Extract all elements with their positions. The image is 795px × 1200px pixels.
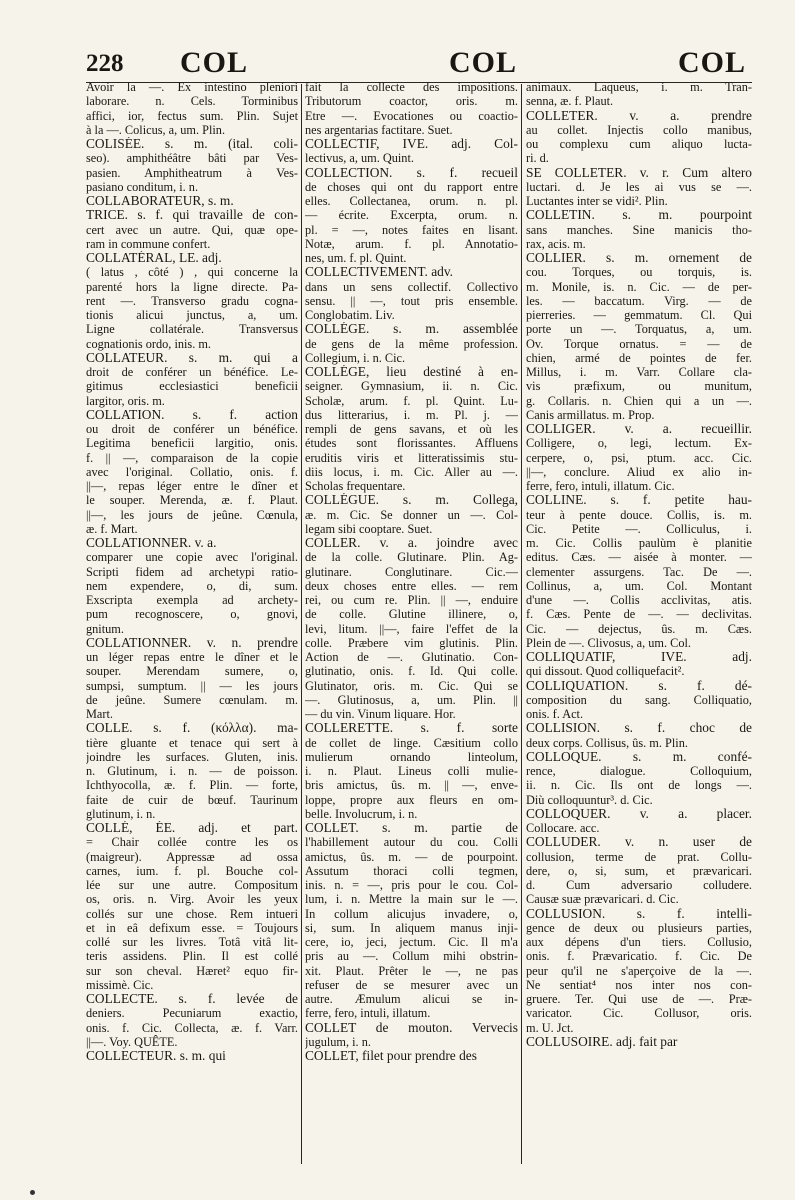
text-line: droit de conférer un bénéfice. Le- (86, 365, 298, 379)
text-line: Millus, i. m. Varr. Collare cla- (526, 365, 752, 379)
text-line: ||—, repas léger entre le dîner et (86, 479, 298, 493)
text-line: Tributorum coactor, oris. m. (305, 94, 518, 109)
text-line: m. U. Jct. (526, 1020, 574, 1035)
text-line: COLLÉGE. s. m. assemblée (305, 322, 518, 337)
text-line: COLLE. s. f. (κόλλα). ma- (86, 721, 298, 736)
text-line: ou droit de conférer un bénéfice. (86, 422, 298, 436)
text-line: diis locus, i. m. Cic. Aller au —. (305, 464, 518, 479)
column-left (86, 80, 298, 1170)
text-line: COLLÉGUE. s. m. Collega, (305, 493, 518, 508)
text-line: m. Monile, is. n. Cic. — de per- (526, 279, 752, 294)
text-line: refuser de se mesurer avec un (305, 977, 518, 992)
text-line: pum recognoscere, o, gnovi, (86, 607, 298, 622)
text-line: pasien. Amphitheatrum à Ves- (86, 165, 298, 180)
text-line: inis. n. = —, pris pour le cou. Col- (305, 878, 518, 892)
text-line: —. Glutinosus, a, um. Plin. || (305, 692, 518, 707)
text-line: Cic. Petite —. Colliculus, i. (526, 521, 752, 536)
text-line: rent —. Transverso gradu cogna- (86, 293, 298, 308)
text-line: affici, ior, fectus sum. Plin. Sujet (86, 108, 298, 123)
text-line: missimè. Cic. (86, 977, 154, 992)
text-line: collés sur une chose. Rem intueri (86, 906, 298, 921)
text-line: nes argentarias factitare. Suet. (305, 122, 453, 137)
text-line: ri. d. (526, 151, 549, 166)
text-line: COLLETIN. s. m. pourpoint (526, 208, 752, 223)
text-line: COLLERETTE. s. f. sorte (305, 721, 518, 736)
text-line: ferre, fero, intuli, illatum. (305, 1006, 431, 1021)
text-line: Collocare. acc. (526, 821, 600, 835)
text-line: = Chair collée contre les os (86, 835, 298, 850)
text-line: COLLECTION. s. f. recueil (305, 165, 518, 180)
text-line: tière gluante et tenace qui sert à (86, 735, 298, 750)
text-line: de jeûne. Sumere cœnulam. m. (86, 692, 298, 707)
text-line: Glutinator, oris. m. Cic. Qui se (305, 678, 518, 693)
text-line: ferre, fero, intuli, illatum. Cic. (526, 479, 675, 493)
text-line: COLLIER. s. m. ornement de (526, 251, 752, 265)
text-line: l'habillement autour du cou. Colli (305, 835, 518, 850)
text-line: COLLUSOIRE. adj. fait par (526, 1034, 678, 1049)
text-line: Exscripta exempla ad archety- (86, 593, 298, 607)
text-line: COLLIQUATIF, IVE. adj. (526, 650, 752, 664)
text-line: faite de cuir de bœuf. Taurinum (86, 792, 298, 807)
text-line: chien, armé de pointes de fer. (526, 350, 752, 365)
text-line: COLLIQUATION. s. f. dé- (526, 678, 752, 693)
text-line: études sont florissantes. Affluens (305, 436, 518, 451)
text-line: Legitima beneficii largitio, onis. (86, 436, 298, 451)
text-line: si, sum. In aliquem manus inji- (305, 920, 518, 935)
text-line: Assutum thoraci colli tegmen, (305, 863, 518, 878)
text-line: COLLUSION. s. f. intelli- (526, 906, 752, 921)
text-line: d'une —. Collis acclivitas, atis. (526, 593, 752, 607)
text-line: COLLIGER. v. a. recueillir. (526, 422, 752, 436)
text-line: — écrite. Excerpta, orum. n. (305, 208, 518, 223)
text-line: COLLECTIF, IVE. adj. Col- (305, 137, 518, 151)
text-line: composition du sang. Colliquatio, (526, 692, 752, 707)
text-line: de choses qui ont du rapport entre (305, 179, 518, 194)
text-line: ||—. Voy. QUÊTE. (86, 1034, 178, 1049)
text-line: porte un —. Torquatus, a, um. (526, 322, 752, 337)
text-line: collé sur les livres. Totâ vitâ lit- (86, 935, 298, 949)
text-line: pierreries. — gemmatum. Cl. Qui (526, 308, 752, 322)
text-line: COLLETER. v. a. prendre (526, 108, 752, 123)
text-line: gnitum. (86, 621, 124, 636)
guide-word-right: COL (678, 46, 747, 79)
text-line: sur son cheval. Hæret² equo fir- (86, 963, 298, 978)
text-line: de colle. Glutine illinere, o, (305, 607, 518, 622)
text-line: cert avec un autre. Qui, quæ ope- (86, 222, 298, 237)
guide-word-center: COL (449, 46, 518, 79)
text-line: peur qu'il ne s'aperçoive de la —. (526, 963, 752, 978)
text-line: pl. = —, notes faites en lisant. (305, 222, 518, 237)
text-line: Conglobatim. Liv. (305, 308, 395, 322)
text-line: eruditis viris et litteratissimis stu- (305, 450, 518, 465)
text-line: COLLÉ, ÉE. adj. et part. (86, 821, 298, 835)
text-line: Cic. — dejectus, ûs. m. Cæs. (526, 621, 752, 636)
text-line: varicator. Cic. Collusor, oris. (526, 1006, 752, 1021)
column-right (526, 80, 752, 1170)
text-line: cognationis ordo, inis. m. (86, 336, 212, 351)
text-line: vis præfixum, ou munitum, (526, 379, 752, 394)
text-line: Ov. Torque ornatus. = — de (526, 336, 752, 351)
text-line: à la —. Colicus, a, um. Plin. (86, 122, 226, 137)
text-line: Diù colloquuntur³. d. Cic. (526, 792, 653, 807)
text-line: aux dépens d'un tiers. Collusio, (526, 935, 752, 949)
text-line: de collet de linge. Cæsitium collo (305, 735, 518, 750)
text-line: Avoir la —. Ex intestino pleniori (86, 80, 298, 94)
text-line: COLISÉE. s. m. (ital. coli- (86, 137, 298, 151)
text-line: COLLATÉRAL, LE. adj. (86, 251, 222, 265)
text-line: COLLER. v. a. joindre avec (305, 536, 518, 550)
text-line: rax, acis. m. (526, 236, 586, 251)
text-line: onis. f. Cic. Collecta, æ. f. Varr. (86, 1020, 298, 1035)
text-line: æ. m. Cic. Se donner un —. Col- (305, 507, 518, 522)
text-line: mulierum ornando linteolum, (305, 749, 518, 764)
text-line: tionis alicui junctus, a, um. (86, 308, 298, 322)
text-line: COLLET de mouton. Vervecis (305, 1020, 518, 1035)
text-line: f. || —, comparaison de la copie (86, 450, 298, 465)
text-line: ii. n. Cic. Ils ont de longs —. (526, 778, 752, 793)
text-line: Causæ suæ prævaricari. d. Cic. (526, 892, 679, 907)
text-line: au collet. Injectis collo manibus, (526, 122, 752, 137)
text-line: pasiano conditum, i. n. (86, 179, 199, 194)
text-line: COLLÉGE, lieu destiné à en- (305, 365, 518, 379)
text-line: ||—, conclure. Aliud ex alio in- (526, 464, 752, 479)
text-line: Canis armillatus. m. Prop. (526, 407, 655, 422)
text-line: Ne sentiat⁴ nos inter nos con- (526, 977, 752, 992)
text-line: dere, o, si, sum, et prævaricari. (526, 863, 752, 878)
text-line: æ. f. Mart. (86, 521, 138, 536)
text-line: souper. Merendam sumere, o, (86, 664, 298, 679)
text-line: Ligne collatérale. Transversus (86, 322, 298, 337)
text-line: Mart. (86, 707, 113, 721)
text-line: COLLECTIVEMENT. adv. (305, 265, 454, 280)
text-line: glutinare. Conglutinare. Cic.— (305, 564, 518, 579)
column-divider-left (301, 84, 302, 1164)
column-middle (305, 80, 518, 1170)
text-line: Luctantes inter se vidi². Plin. (526, 194, 668, 208)
text-line: os, oris. n. Virg. Avoir les yeux (86, 892, 298, 907)
text-line: nes, um. f. pl. Quint. (305, 251, 407, 265)
text-line: ou complexu cum aliquo lucta- (526, 137, 752, 151)
page-header (86, 46, 751, 84)
text-line: gence de deux ou plusieurs parties, (526, 920, 752, 935)
text-line: sans manches. Sine manicis tho- (526, 222, 752, 237)
text-line: qui dissout. Quod colliquefacit². (526, 664, 685, 679)
text-line: g. Collaris. n. Chien qui a un —. (526, 393, 752, 408)
text-line: onis. f. Prævaricatio. f. Cic. De (526, 949, 752, 964)
text-line: COLLATIONNER. v. n. prendre (86, 635, 298, 650)
text-line: sumpsi, sumptum. || — les jours (86, 678, 298, 693)
text-line: glutinatio, onis. f. Id. Qui colle. (305, 664, 518, 679)
text-line: Action de —. Glutinatio. Con- (305, 650, 518, 664)
ink-speck (30, 1190, 35, 1195)
text-line: m. Cic. Collis paulùm è planitie (526, 536, 752, 550)
page-number: 228 (86, 50, 124, 77)
text-line: joindre les surfaces. Gluten, inis. (86, 749, 298, 764)
text-line: COLLATIONNER. v. a. (86, 536, 217, 550)
text-line: rence, dialogue. Colloquium, (526, 764, 752, 778)
text-line: colle. Præbere vim glutinis. Plin. (305, 635, 518, 650)
text-line: largitor, oris. m. (86, 393, 165, 408)
text-line: cerpere, o, psi, ptum. acc. Cic. (526, 450, 752, 465)
text-line: SE COLLETER. v. r. Cum altero (526, 165, 752, 180)
text-line: lum, i. n. Mettre la main sur le —. (305, 892, 518, 907)
text-line: carnes, ium. f. pl. Bouche col- (86, 863, 298, 878)
text-line: autre. Æmulum alicui se in- (305, 992, 518, 1006)
text-line: luctari. d. Je les ai vus se —. (526, 179, 752, 194)
text-line: deux corps. Collisus, ûs. m. Plin. (526, 735, 688, 750)
text-line: COLLISION. s. f. choc de (526, 721, 752, 736)
text-line: COLLABORATEUR, s. m. (86, 194, 234, 208)
text-line: dus litterarius, i. m. Pl. j. — (305, 407, 518, 422)
text-line: deux choses entre elles. — rem (305, 578, 518, 593)
text-line: bris amictus, ûs. m. || —, enve- (305, 778, 518, 793)
text-line: Plein de —. Clivosus, a, um. Col. (526, 635, 691, 650)
text-line: COLLOQUE. s. m. confé- (526, 749, 752, 764)
text-line: ||—, les jours de jeûne. Cœnula, (86, 507, 298, 522)
text-line: fait la collecte des impositions. (305, 80, 518, 94)
text-line: amictus, ûs. m. — de pourpoint. (305, 849, 518, 864)
text-line: COLLECTE. s. f. levée de (86, 992, 298, 1006)
text-line: gitimus ecclesiastici beneficii (86, 379, 298, 394)
text-line: Collinus, a, um. Col. Montant (526, 578, 752, 593)
text-line: COLLET. s. m. partie de (305, 821, 518, 835)
text-line: onis. f. Act. (526, 707, 584, 721)
text-line: un léger repas entre le dîner et le (86, 650, 298, 664)
text-line: d. Cum adversario colludere. (526, 878, 752, 892)
text-line: clementer assurgens. Tac. De —. (526, 564, 752, 579)
text-line: sensu. || —, tout pris ensemble. (305, 293, 518, 308)
text-line: COLLET, filet pour prendre des (305, 1049, 477, 1063)
text-line: seigner. Gymnasium, ii. n. Cic. (305, 379, 518, 394)
text-line: lée sur une autre. Compositum (86, 878, 298, 892)
text-line: comparer une copie avec l'original. (86, 550, 298, 565)
text-line: rempli de gens savans, et où les (305, 422, 518, 436)
text-line: Scripti fidem ad archetypi ratio- (86, 564, 298, 579)
text-line: elles. Collectanea, orum. n. pl. (305, 194, 518, 208)
text-line: Notæ, arum. f. pl. Annotatio- (305, 236, 518, 251)
text-line: senna, æ. f. Plaut. (526, 94, 614, 109)
text-line: pris au —. Collum mihi obstrin- (305, 949, 518, 964)
text-line: lectivus, a, um. Quint. (305, 151, 414, 166)
text-line: seo). amphithéâtre bâti par Ves- (86, 151, 298, 166)
text-line: COLLATION. s. f. action (86, 407, 298, 422)
text-line: jugulum, i. n. (305, 1034, 371, 1049)
text-line: Collegium, i. n. Cic. (305, 350, 406, 365)
text-line: i. n. Plaut. Lineus colli mulie- (305, 764, 518, 778)
text-line: n. Glutinum, i. n. — de poisson. (86, 764, 298, 778)
text-line: COLLECTEUR. s. m. qui (86, 1049, 226, 1063)
column-divider-right (521, 84, 522, 1164)
text-line: f. Cæs. Pente de —. — declivitas. (526, 607, 752, 622)
text-line: COLLOQUER. v. a. placer. (526, 806, 752, 821)
text-line: TRICE. s. f. qui travaille de con- (86, 208, 298, 223)
text-line: belle. Involucrum, i. n. (305, 806, 418, 821)
text-line: legam sibi cooptare. Suet. (305, 521, 433, 536)
text-line: le souper. Merenda, æ. f. Plaut. (86, 493, 298, 508)
text-line: (maigreur). Appressæ ad ossa (86, 849, 298, 864)
text-line: — du vin. Vinum liquare. Hor. (305, 707, 456, 721)
text-line: levi, litum. ||—, faire l'effet de la (305, 621, 518, 636)
text-line: collusion, terme de prat. Collu- (526, 849, 752, 864)
text-line: COLLUDER. v. n. user de (526, 835, 752, 850)
text-line: In collum alicujus invadere, o, (305, 906, 518, 921)
text-line: Scholas frequentare. (305, 479, 406, 493)
text-line: loppe, propre aux fleurs en om- (305, 792, 518, 807)
text-line: et in eâ defixum esse. = Toujours (86, 920, 298, 935)
text-line: les. — baccatum. Virg. — de (526, 293, 752, 308)
text-line: nem expendere, o, di, sum. (86, 578, 298, 593)
text-line: avec l'original. Collatio, onis. f. (86, 464, 298, 479)
text-line: dans un sens collectif. Collectivo (305, 279, 518, 294)
guide-word-left: COL (180, 46, 249, 79)
text-line: xit. Plaut. Prêter le —, ne pas (305, 963, 518, 978)
text-line: glutinum, i. n. (86, 806, 156, 821)
text-line: Scholæ, arum. f. pl. Quint. Lu- (305, 393, 518, 408)
text-line: teris assidens. Plin. Il est collé (86, 949, 298, 964)
text-line: gruere. Ter. Qui use de —. Præ- (526, 992, 752, 1006)
text-line: laborare. n. Cels. Torminibus (86, 94, 298, 109)
text-line: Colligere, o, legi, lectum. Ex- (526, 436, 752, 451)
text-line: cere, io, jeci, jectum. Cic. Il m'a (305, 935, 518, 949)
text-line: editus. Cæs. — aisée à monter. — (526, 550, 752, 565)
text-line: teur à pente douce. Collis, is. m. (526, 507, 752, 522)
text-line: rei, ou cum re. Plin. || —, enduire (305, 593, 518, 607)
text-line: COLLINE. s. f. petite hau- (526, 493, 752, 508)
text-line: deniers. Pecuniarum exactio, (86, 1006, 298, 1021)
text-line: COLLATEUR. s. m. qui a (86, 350, 298, 365)
text-line: parenté hors la ligne directe. Pa- (86, 279, 298, 294)
text-line: de gens de la même profession. (305, 336, 518, 351)
text-line: ram in commune confert. (86, 236, 211, 251)
text-line: animaux. Laqueus, i. m. Tran- (526, 80, 752, 94)
text-line: ( latus , côté ) , qui concerne la (86, 265, 298, 280)
text-line: de la colle. Glutinare. Plin. Ag- (305, 550, 518, 565)
text-line: cou. Torques, ou torquis, is. (526, 265, 752, 280)
text-line: Etre —. Evocationes ou coactio- (305, 108, 518, 123)
text-line: Ichthyocolla, æ. f. Plin. — forte, (86, 778, 298, 793)
